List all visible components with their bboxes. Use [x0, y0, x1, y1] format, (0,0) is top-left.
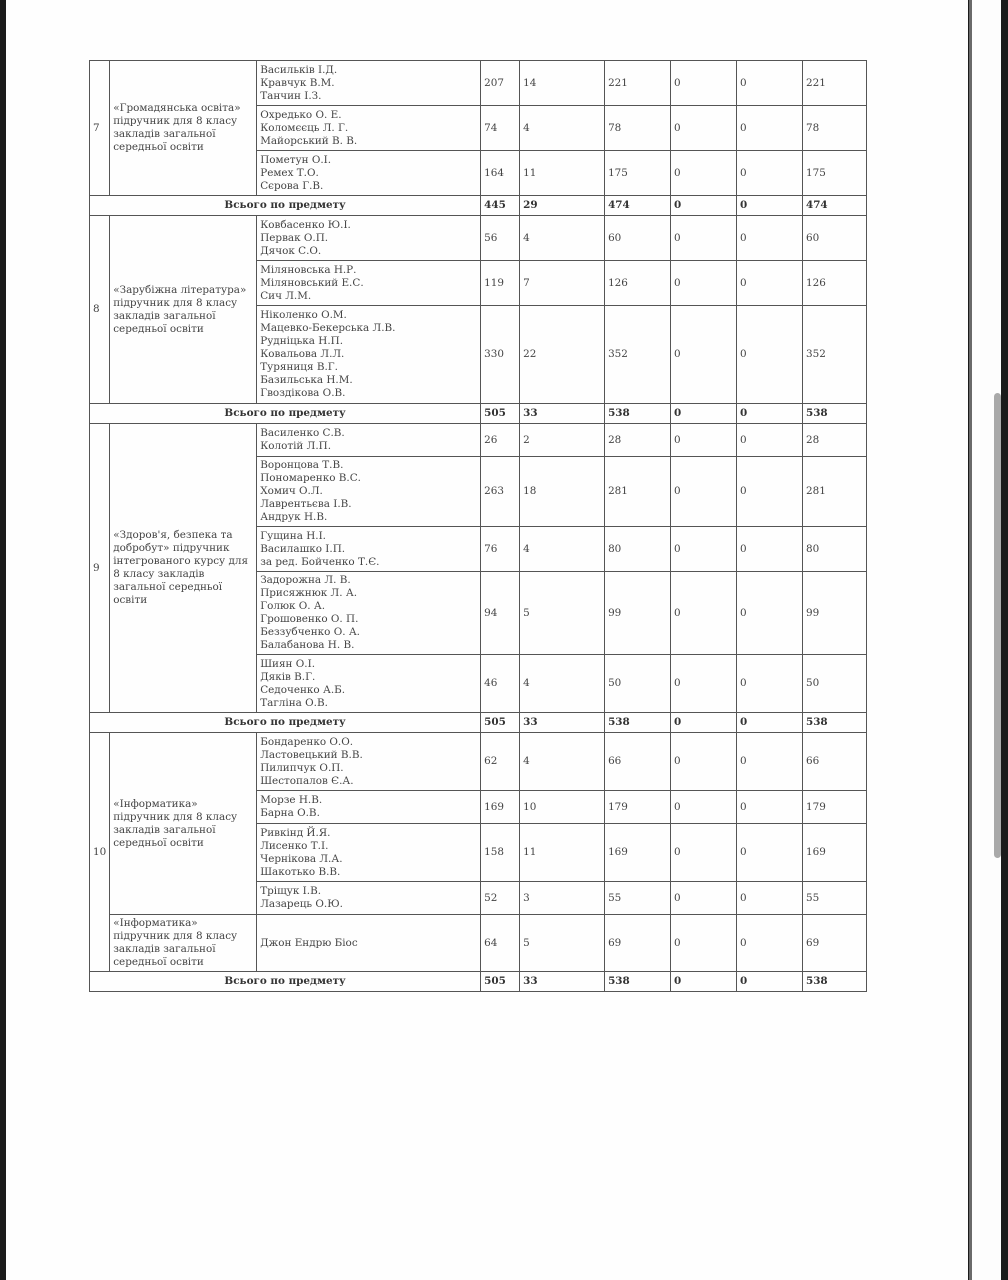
value-cell: 0: [737, 882, 803, 915]
value-cell: 0: [737, 572, 803, 655]
value-cell: 281: [802, 457, 866, 527]
value-cell: 505: [481, 713, 520, 733]
value-cell: 169: [605, 824, 671, 882]
value-cell: 538: [605, 713, 671, 733]
value-cell: 69: [802, 915, 866, 972]
value-cell: 0: [671, 824, 737, 882]
value-cell: 0: [737, 457, 803, 527]
author-name: Лисенко Т.І.: [260, 839, 329, 852]
value-cell: 0: [671, 972, 737, 992]
author-name: Лаврентьєва І.В.: [260, 498, 352, 510]
value-cell: 126: [605, 261, 671, 306]
value-cell: 0: [671, 151, 737, 196]
value-cell: 0: [737, 972, 803, 992]
authors-cell: [257, 527, 481, 572]
textbook-title: «Здоров'я, безпека та добробут» підручник інтегрованого курсу для 8 класу закладів загальної середньої освіти: [110, 424, 257, 713]
value-cell: 60: [802, 216, 866, 261]
section-number: 9: [90, 424, 110, 713]
value-cell: 55: [605, 882, 671, 915]
value-cell: 0: [737, 713, 803, 733]
value-cell: 0: [671, 527, 737, 572]
authors-cell: [257, 824, 481, 882]
total-label: Всього по предмету: [90, 972, 481, 992]
section-number: 8: [90, 216, 110, 404]
value-cell: 28: [605, 424, 671, 457]
value-cell: 0: [671, 791, 737, 824]
value-cell: 4: [520, 527, 605, 572]
value-cell: 207: [481, 61, 520, 106]
value-cell: 78: [802, 106, 866, 151]
section-number: 10: [90, 733, 110, 972]
author-name: Гущина Н.І.: [260, 529, 326, 542]
author-name: Голюк О. А.: [260, 600, 326, 612]
author-name: Туряниця В.Г.: [260, 361, 338, 373]
value-cell: 28: [802, 424, 866, 457]
value-cell: 7: [520, 261, 605, 306]
value-cell: 0: [671, 306, 737, 404]
value-cell: 0: [737, 404, 803, 424]
value-cell: 445: [481, 196, 520, 216]
value-cell: 158: [481, 824, 520, 882]
author-name: Задорожна Л. В.: [260, 574, 351, 586]
total-label: Всього по предмету: [90, 196, 481, 216]
value-cell: 0: [737, 915, 803, 972]
value-cell: 4: [520, 216, 605, 261]
value-cell: 126: [802, 261, 866, 306]
value-cell: 0: [671, 457, 737, 527]
authors-cell: [257, 882, 481, 915]
table-row: [90, 424, 867, 457]
author-name: Ремех Т.О.: [260, 166, 319, 179]
section-number: 7: [90, 61, 110, 196]
value-cell: 66: [605, 733, 671, 791]
value-cell: 538: [605, 404, 671, 424]
value-cell: 0: [671, 572, 737, 655]
value-cell: 99: [802, 572, 866, 655]
author-name: Беззубченко О. А.: [260, 626, 360, 638]
authors-cell: [257, 655, 481, 713]
value-cell: 26: [481, 424, 520, 457]
value-cell: 0: [737, 791, 803, 824]
value-cell: 0: [671, 106, 737, 151]
value-cell: 10: [520, 791, 605, 824]
value-cell: 2: [520, 424, 605, 457]
value-cell: 50: [802, 655, 866, 713]
value-cell: 179: [605, 791, 671, 824]
value-cell: 179: [802, 791, 866, 824]
author-name: Джон Ендрю Біос: [260, 936, 358, 949]
author-name: Колотій Л.П.: [260, 440, 331, 452]
subject-total-row: [90, 972, 867, 992]
author-name: Ковальова Л.Л.: [260, 348, 345, 360]
author-name: Ластовецький В.В.: [260, 748, 363, 761]
author-name: Воронцова Т.В.: [260, 459, 344, 471]
value-cell: 22: [520, 306, 605, 404]
value-cell: 0: [671, 655, 737, 713]
value-cell: 0: [737, 106, 803, 151]
value-cell: 538: [802, 404, 866, 424]
value-cell: 5: [520, 915, 605, 972]
authors-cell: [257, 424, 481, 457]
author-name: Міляновський Е.С.: [260, 276, 364, 289]
author-name: Бондаренко О.О.: [260, 735, 354, 748]
value-cell: 538: [802, 713, 866, 733]
author-name: Міляновська Н.Р.: [260, 263, 357, 276]
value-cell: 33: [520, 404, 605, 424]
author-name: Пометун О.І.: [260, 153, 332, 166]
value-cell: 164: [481, 151, 520, 196]
textbook-order-table: [89, 60, 867, 992]
author-name: Седоченко А.Б.: [260, 683, 346, 696]
author-name: Шиян О.І.: [260, 657, 315, 670]
value-cell: 94: [481, 572, 520, 655]
author-name: Таглiна О.В.: [260, 696, 328, 709]
value-cell: 0: [737, 151, 803, 196]
value-cell: 50: [605, 655, 671, 713]
authors-cell: [257, 572, 481, 655]
author-name: Балабанова Н. В.: [260, 639, 355, 651]
value-cell: 0: [671, 196, 737, 216]
authors-cell: [257, 261, 481, 306]
value-cell: 0: [671, 915, 737, 972]
value-cell: 0: [671, 713, 737, 733]
value-cell: 474: [605, 196, 671, 216]
value-cell: 33: [520, 713, 605, 733]
value-cell: 175: [605, 151, 671, 196]
value-cell: 263: [481, 457, 520, 527]
value-cell: 0: [671, 404, 737, 424]
author-name: Морзе Н.В.: [260, 794, 323, 806]
author-name: за ред. Бойченко Т.Є.: [260, 555, 380, 568]
value-cell: 56: [481, 216, 520, 261]
value-cell: 0: [671, 261, 737, 306]
value-cell: 99: [605, 572, 671, 655]
value-cell: 14: [520, 61, 605, 106]
author-name: Первак О.П.: [260, 231, 329, 244]
value-cell: 221: [802, 61, 866, 106]
authors-cell: [257, 151, 481, 196]
value-cell: 3: [520, 882, 605, 915]
value-cell: 0: [737, 527, 803, 572]
textbook-title: «Зарубіжна література» підручник для 8 класу закладів загальної середньої освіти: [110, 216, 257, 404]
value-cell: 4: [520, 733, 605, 791]
value-cell: 11: [520, 151, 605, 196]
value-cell: 0: [737, 733, 803, 791]
author-name: Дяків В.Г.: [260, 670, 316, 683]
value-cell: 0: [737, 424, 803, 457]
author-name: Кравчук В.М.: [260, 76, 335, 89]
author-name: Чернікова Л.А.: [260, 852, 343, 865]
value-cell: 64: [481, 915, 520, 972]
author-name: Рудніцька Н.П.: [260, 335, 344, 347]
value-cell: 0: [737, 196, 803, 216]
value-cell: 4: [520, 106, 605, 151]
subject-total-row: [90, 713, 867, 733]
authors-cell: [257, 61, 481, 106]
author-name: Пономаренко В.С.: [260, 472, 361, 484]
window-edge: [1001, 0, 1008, 1280]
value-cell: 0: [671, 61, 737, 106]
value-cell: 80: [605, 527, 671, 572]
value-cell: 69: [605, 915, 671, 972]
author-name: Пилипчук О.П.: [260, 761, 344, 774]
author-name: Майорський В. В.: [260, 134, 358, 147]
value-cell: 52: [481, 882, 520, 915]
textbook-title: «Громадянська освіта» підручник для 8 класу закладів загальної середньої освіти: [110, 61, 257, 196]
value-cell: 538: [802, 972, 866, 992]
author-name: Коломєєць Л. Г.: [260, 121, 349, 134]
table-row: [90, 61, 867, 106]
author-name: Васильків І.Д.: [260, 63, 338, 76]
author-name: Шестопалов Є.А.: [260, 774, 354, 787]
table-row: [90, 915, 867, 972]
value-cell: 18: [520, 457, 605, 527]
total-label: Всього по предмету: [90, 713, 481, 733]
value-cell: 55: [802, 882, 866, 915]
value-cell: 119: [481, 261, 520, 306]
total-label: Всього по предмету: [90, 404, 481, 424]
value-cell: 352: [605, 306, 671, 404]
author-name: Василенко С.В.: [260, 427, 345, 439]
value-cell: 221: [605, 61, 671, 106]
value-cell: 60: [605, 216, 671, 261]
authors-cell: [257, 733, 481, 791]
author-name: Шакотько В.В.: [260, 865, 341, 878]
value-cell: 66: [802, 733, 866, 791]
author-name: Мацевко-Бекерська Л.В.: [260, 322, 396, 334]
value-cell: 0: [737, 261, 803, 306]
table-row: [90, 216, 867, 261]
value-cell: 175: [802, 151, 866, 196]
value-cell: 0: [737, 655, 803, 713]
author-name: Лазарець О.Ю.: [260, 898, 343, 910]
author-name: Грошовенко О. П.: [260, 613, 359, 625]
value-cell: 0: [737, 216, 803, 261]
value-cell: 74: [481, 106, 520, 151]
value-cell: 0: [671, 216, 737, 261]
author-name: Ковбасенко Ю.І.: [260, 218, 351, 231]
author-name: Андрук Н.В.: [260, 511, 328, 523]
author-name: Сєрова Г.В.: [260, 179, 324, 192]
value-cell: 474: [802, 196, 866, 216]
author-name: Тріщук І.В.: [260, 885, 322, 897]
value-cell: 169: [802, 824, 866, 882]
author-name: Хомич О.Л.: [260, 485, 323, 497]
value-cell: 5: [520, 572, 605, 655]
value-cell: 281: [605, 457, 671, 527]
authors-cell: [257, 106, 481, 151]
author-name: Ніколенко О.М.: [260, 309, 347, 321]
value-cell: 0: [737, 61, 803, 106]
scrollbar-thumb[interactable]: [994, 393, 1001, 858]
authors-cell: [257, 216, 481, 261]
value-cell: 11: [520, 824, 605, 882]
subject-total-row: [90, 196, 867, 216]
value-cell: 538: [605, 972, 671, 992]
value-cell: 330: [481, 306, 520, 404]
author-name: Сич Л.М.: [260, 289, 312, 302]
textbook-title: «Інформатика» підручник для 8 класу закладів загальної середньої освіти: [110, 915, 257, 972]
author-name: Ривкінд Й.Я.: [260, 826, 331, 839]
value-cell: 0: [671, 424, 737, 457]
author-name: Василашко І.П.: [260, 542, 346, 555]
author-name: Базильська Н.М.: [260, 374, 353, 386]
author-name: Гвоздікова О.В.: [260, 387, 346, 399]
author-name: Присяжнюк Л. А.: [260, 587, 357, 599]
authors-cell: [257, 457, 481, 527]
value-cell: 0: [671, 733, 737, 791]
value-cell: 352: [802, 306, 866, 404]
authors-cell: [257, 915, 481, 972]
value-cell: 4: [520, 655, 605, 713]
value-cell: 505: [481, 972, 520, 992]
value-cell: 78: [605, 106, 671, 151]
value-cell: 0: [737, 306, 803, 404]
value-cell: 0: [737, 824, 803, 882]
value-cell: 505: [481, 404, 520, 424]
table-row: [90, 733, 867, 791]
author-name: Барна О.В.: [260, 807, 320, 819]
value-cell: 169: [481, 791, 520, 824]
authors-cell: [257, 791, 481, 824]
value-cell: 46: [481, 655, 520, 713]
authors-cell: [257, 306, 481, 404]
author-name: Дячок С.О.: [260, 244, 322, 257]
author-name: Танчин І.З.: [260, 89, 322, 102]
value-cell: 76: [481, 527, 520, 572]
value-cell: 80: [802, 527, 866, 572]
author-name: Охредько О. Е.: [260, 108, 342, 121]
subject-total-row: [90, 404, 867, 424]
value-cell: 33: [520, 972, 605, 992]
value-cell: 29: [520, 196, 605, 216]
value-cell: 0: [671, 882, 737, 915]
value-cell: 62: [481, 733, 520, 791]
textbook-title: «Інформатика» підручник для 8 класу закладів загальної середньої освіти: [110, 733, 257, 915]
